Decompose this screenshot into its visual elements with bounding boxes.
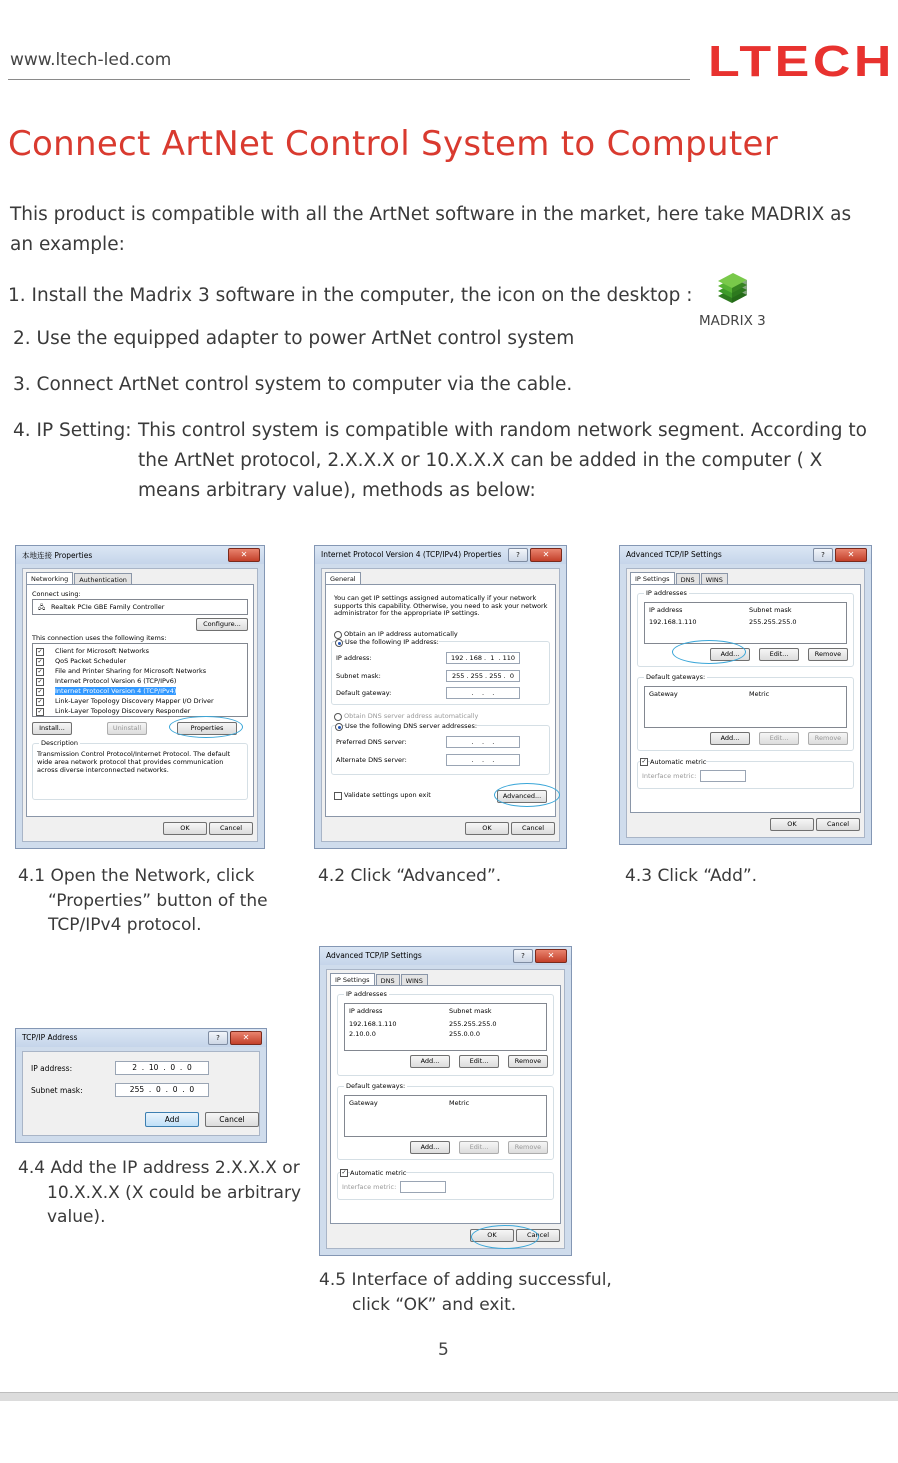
item-label: Internet Protocol Version 4 (TCP/IPv4) [55,687,177,695]
edit-button[interactable]: Edit... [459,1055,499,1068]
gateway-add-button[interactable]: Add... [410,1141,450,1154]
ok-button[interactable]: OK [770,818,814,831]
mask-field[interactable]: 255 . 255 . 255 . 0 [446,670,520,682]
auto-metric-checkbox[interactable]: ✓ [341,1169,347,1176]
interface-metric-label: Interface metric: [342,1183,397,1191]
gateways-group [637,673,854,751]
table-cell[interactable]: 2.10.0.0 [349,1030,376,1038]
add-button[interactable]: Add... [710,648,750,661]
titlebar [320,947,571,965]
close-icon[interactable]: ✕ [228,548,260,562]
description-text: Transmission Control Protocol/Internet Protocol. The default wide area network protocol that provides communication across diverse interconnected networks. [37,750,231,774]
checkbox[interactable]: ✓ [37,708,43,715]
table-cell[interactable]: 255.0.0.0 [449,1030,481,1038]
col-metric-header: Metric [749,690,770,698]
gateway-add-button[interactable]: Add... [710,732,750,745]
col-mask-header: Subnet mask [749,606,792,614]
titlebar [16,1029,266,1047]
footer-band [0,1392,898,1401]
cancel-button[interactable]: Cancel [516,1229,560,1242]
interface-metric-field[interactable] [700,770,746,782]
caption-4-4: 4.4 Add the IP address 2.X.X.X or 10.X.X.X (X could be arbitrary value). [18,1158,302,1227]
gateways-label: Default gateways: [646,673,706,681]
description-group [32,739,248,800]
auto-ip-label: Obtain an IP address automatically [344,630,458,638]
ip-label: IP address: [336,654,372,662]
connect-using-label: Connect using: [32,590,81,598]
step-4-body: This control system is compatible with random network segment. According to the ArtNet protocol, 2.X.X.X or 10.X.X.X can be added in the computer ( X means arbitrary value), methods as below: [138,420,867,501]
adapter-icon: 🖧 [38,603,46,611]
alternate-dns-field[interactable]: . . . [446,754,520,766]
info-text: You can get IP settings assigned automatically if your network supports this capability. Otherwise, you need to ask your network administrator for the appropriate IP settings. [334,594,548,617]
ipv4-properties-dialog [314,545,567,849]
intro-text: This product is compatible with all the ArtNet software in the market, here take MADRIX as an example: [10,204,852,255]
item-label: Internet Protocol Version 6 (TCP/IPv6) [55,677,177,685]
description-label: Description [41,739,79,747]
ip-field[interactable]: 2 . 10 . 0 . 0 [115,1061,209,1075]
cancel-button[interactable]: Cancel [511,822,555,835]
metric-group [337,1169,554,1200]
advanced-tcpip-dialog [619,545,872,845]
general-panel [325,584,556,817]
dialog-body [626,568,865,838]
edit-button[interactable]: Edit... [759,648,799,661]
gateway-table [344,1095,547,1137]
tab-general[interactable]: General [325,572,361,585]
list-item[interactable] [36,656,245,666]
ip-addresses-group [337,990,554,1076]
item-label: Link-Layer Topology Discovery Mapper I/O Driver [55,697,214,705]
items-list [32,643,248,717]
checkbox[interactable]: ✓ [37,668,43,675]
item-label: Link-Layer Topology Discovery Responder [55,707,191,715]
step-4-label: 4. IP Setting: [13,420,132,441]
list-item[interactable] [36,696,245,706]
close-icon[interactable]: ✕ [530,548,562,562]
tab-authentication[interactable]: Authentication [74,573,132,585]
ip-addresses-label: IP addresses [646,589,687,597]
validate-checkbox[interactable] [334,792,342,800]
checkbox[interactable]: ✓ [37,648,43,655]
auto-dns-label: Obtain DNS server address automatically [344,712,479,720]
ip-settings-panel [630,584,861,813]
col-ip-header: IP address [349,1007,383,1015]
ok-button[interactable]: OK [470,1229,514,1242]
ip-table [644,602,847,644]
website-url[interactable]: www.ltech-led.com [10,50,172,70]
col-gateway-header: Gateway [649,690,678,698]
dialog-title: 本地连接 Properties [22,551,93,560]
uninstall-button[interactable]: Uninstall [107,722,147,735]
titlebar [315,546,566,564]
step-3: 3. Connect ArtNet control system to computer via the cable. [13,374,573,395]
interface-metric-field[interactable] [400,1181,446,1193]
tab-dns[interactable]: DNS [676,573,700,585]
close-icon[interactable]: ✕ [230,1031,262,1045]
list-item[interactable] [36,666,245,676]
tcpip-address-dialog [15,1028,267,1143]
step-4-text [138,416,873,506]
tab-ip-settings[interactable]: IP Settings [630,572,675,585]
ip-settings-panel [330,985,561,1224]
checkbox[interactable]: ✓ [37,658,43,665]
tab-networking[interactable]: Networking [26,572,73,585]
ip-addresses-group [637,589,854,667]
ok-button[interactable]: OK [163,822,207,835]
gateways-group [337,1082,554,1160]
gateway-remove-button[interactable]: Remove [508,1141,548,1154]
table-cell[interactable]: 255.255.255.0 [749,618,797,626]
cancel-button[interactable]: Cancel [209,822,253,835]
tab-wins[interactable]: WINS [701,573,728,585]
close-icon[interactable]: ✕ [835,548,867,562]
auto-metric-label: Automatic metric [350,1169,407,1177]
table-cell[interactable]: 192.168.1.110 [649,618,697,626]
step-2: 2. Use the equipped adapter to power ArtNet control system [13,328,575,349]
item-label: QoS Packet Scheduler [55,657,127,665]
use-ip-label: Use the following IP address: [345,638,439,646]
step-1: 1. Install the Madrix 3 software in the computer, the icon on the desktop : [8,285,693,306]
tab-strip [630,572,729,584]
metric-group [637,758,854,789]
caption-4-2: 4.2 Click “Advanced”. [318,866,502,886]
use-dns-label: Use the following DNS server addresses: [345,722,478,730]
cancel-button[interactable]: Cancel [205,1112,259,1127]
list-item-selected[interactable] [36,686,245,696]
col-mask-header: Subnet mask [449,1007,492,1015]
list-item[interactable] [36,676,245,686]
gateway-table [644,686,847,728]
madrix-label: MADRIX 3 [699,313,766,329]
remove-button[interactable]: Remove [808,648,848,661]
properties-button[interactable]: Properties [177,722,237,735]
alternate-dns-label: Alternate DNS server: [336,756,407,764]
cancel-button[interactable]: Cancel [816,818,860,831]
titlebar [620,546,871,564]
interface-metric-label: Interface metric: [642,772,697,780]
mask-label: Subnet mask: [31,1086,83,1095]
dialog-body [326,969,565,1249]
gateway-edit-button[interactable]: Edit... [759,732,799,745]
networking-panel [26,584,254,817]
use-ip-radio[interactable] [335,639,343,647]
gateways-label: Default gateways: [346,1082,406,1090]
gateway-edit-button[interactable]: Edit... [459,1141,499,1154]
checkbox[interactable]: ✓ [37,688,43,695]
tab-wins[interactable]: WINS [401,974,428,986]
titlebar [16,546,264,564]
dialog-title: Internet Protocol Version 4 (TCP/IPv4) Properties [321,550,502,559]
page-number: 5 [438,1340,449,1360]
ip-table [344,1003,547,1051]
add-button[interactable]: Add... [410,1055,450,1068]
list-item[interactable] [36,706,245,716]
gateway-field[interactable]: . . . [446,687,520,699]
items-container [36,646,245,716]
adapter-name: Realtek PCIe GBE Family Controller [51,603,165,611]
use-dns-radio[interactable] [335,723,343,731]
preferred-dns-label: Preferred DNS server: [336,738,407,746]
dialog-title: Advanced TCP/IP Settings [326,951,422,960]
header-divider [8,79,690,80]
dialog-title: TCP/IP Address [22,1033,78,1042]
ip-field[interactable]: 192 . 168 . 1 . 110 [446,652,520,664]
configure-button[interactable]: Configure... [196,618,248,631]
help-icon[interactable]: ? [813,548,833,562]
highlight-oval [471,1225,539,1249]
caption-4-3: 4.3 Click “Add”. [625,866,758,886]
ip-addresses-label: IP addresses [346,990,387,998]
install-button[interactable]: Install... [32,722,72,735]
add-button[interactable]: Add [145,1112,199,1127]
table-cell[interactable]: 192.168.1.110 [349,1020,397,1028]
tab-ip-settings[interactable]: IP Settings [330,973,375,986]
validate-label: Validate settings upon exit [344,791,431,799]
highlight-oval [169,716,243,738]
preferred-dns-field[interactable]: . . . [446,736,520,748]
dialog-body [22,568,258,842]
item-label: File and Printer Sharing for Microsoft Networks [55,667,207,675]
help-icon[interactable]: ? [208,1031,228,1045]
help-icon[interactable]: ? [508,548,528,562]
network-properties-dialog [15,545,265,849]
list-item[interactable] [36,646,245,656]
tab-dns[interactable]: DNS [376,974,400,986]
caption-4-1: 4.1 Open the Network, click “Properties” button of the TCP/IPv4 protocol. [18,866,268,935]
help-icon[interactable]: ? [513,949,533,963]
highlight-oval [672,640,746,664]
auto-ip-radio[interactable] [334,631,342,639]
highlight-oval [494,783,560,807]
dns-group [331,722,550,775]
checkbox[interactable]: ✓ [37,678,43,685]
close-icon[interactable]: ✕ [535,949,567,963]
gateway-remove-button[interactable]: Remove [808,732,848,745]
auto-dns-radio[interactable] [334,713,342,721]
ip-label: IP address: [31,1064,73,1073]
auto-metric-checkbox[interactable]: ✓ [641,758,647,765]
col-gateway-header: Gateway [349,1099,378,1107]
advanced-tcpip-dialog-result [319,946,572,1256]
dialog-title: Advanced TCP/IP Settings [626,550,722,559]
ok-button[interactable]: OK [465,822,509,835]
item-label: Client for Microsoft Networks [55,647,150,655]
mask-label: Subnet mask: [336,672,381,680]
checkbox[interactable]: ✓ [37,698,43,705]
mask-field[interactable]: 255 . 0 . 0 . 0 [115,1083,209,1097]
auto-metric-label: Automatic metric [650,758,707,766]
adapter-box [32,599,248,615]
page-title: Connect ArtNet Control System to Computer [8,124,779,164]
advanced-button[interactable]: Advanced... [497,790,547,803]
col-metric-header: Metric [449,1099,470,1107]
remove-button[interactable]: Remove [508,1055,548,1068]
items-label: This connection uses the following items: [32,634,167,642]
dialog-body [22,1051,260,1136]
table-cell[interactable]: 255.255.255.0 [449,1020,497,1028]
caption-4-5: 4.5 Interface of adding successful, click “OK” and exit. [319,1270,612,1315]
col-ip-header: IP address [649,606,683,614]
dialog-body [321,568,560,842]
gateway-label: Default gateway: [336,689,392,697]
tab-strip [325,572,362,584]
tab-strip [330,973,429,985]
tab-strip [26,572,133,584]
ip-group [331,638,550,705]
madrix-stack-icon [714,270,750,306]
ltech-logo: LTECH [708,37,895,86]
